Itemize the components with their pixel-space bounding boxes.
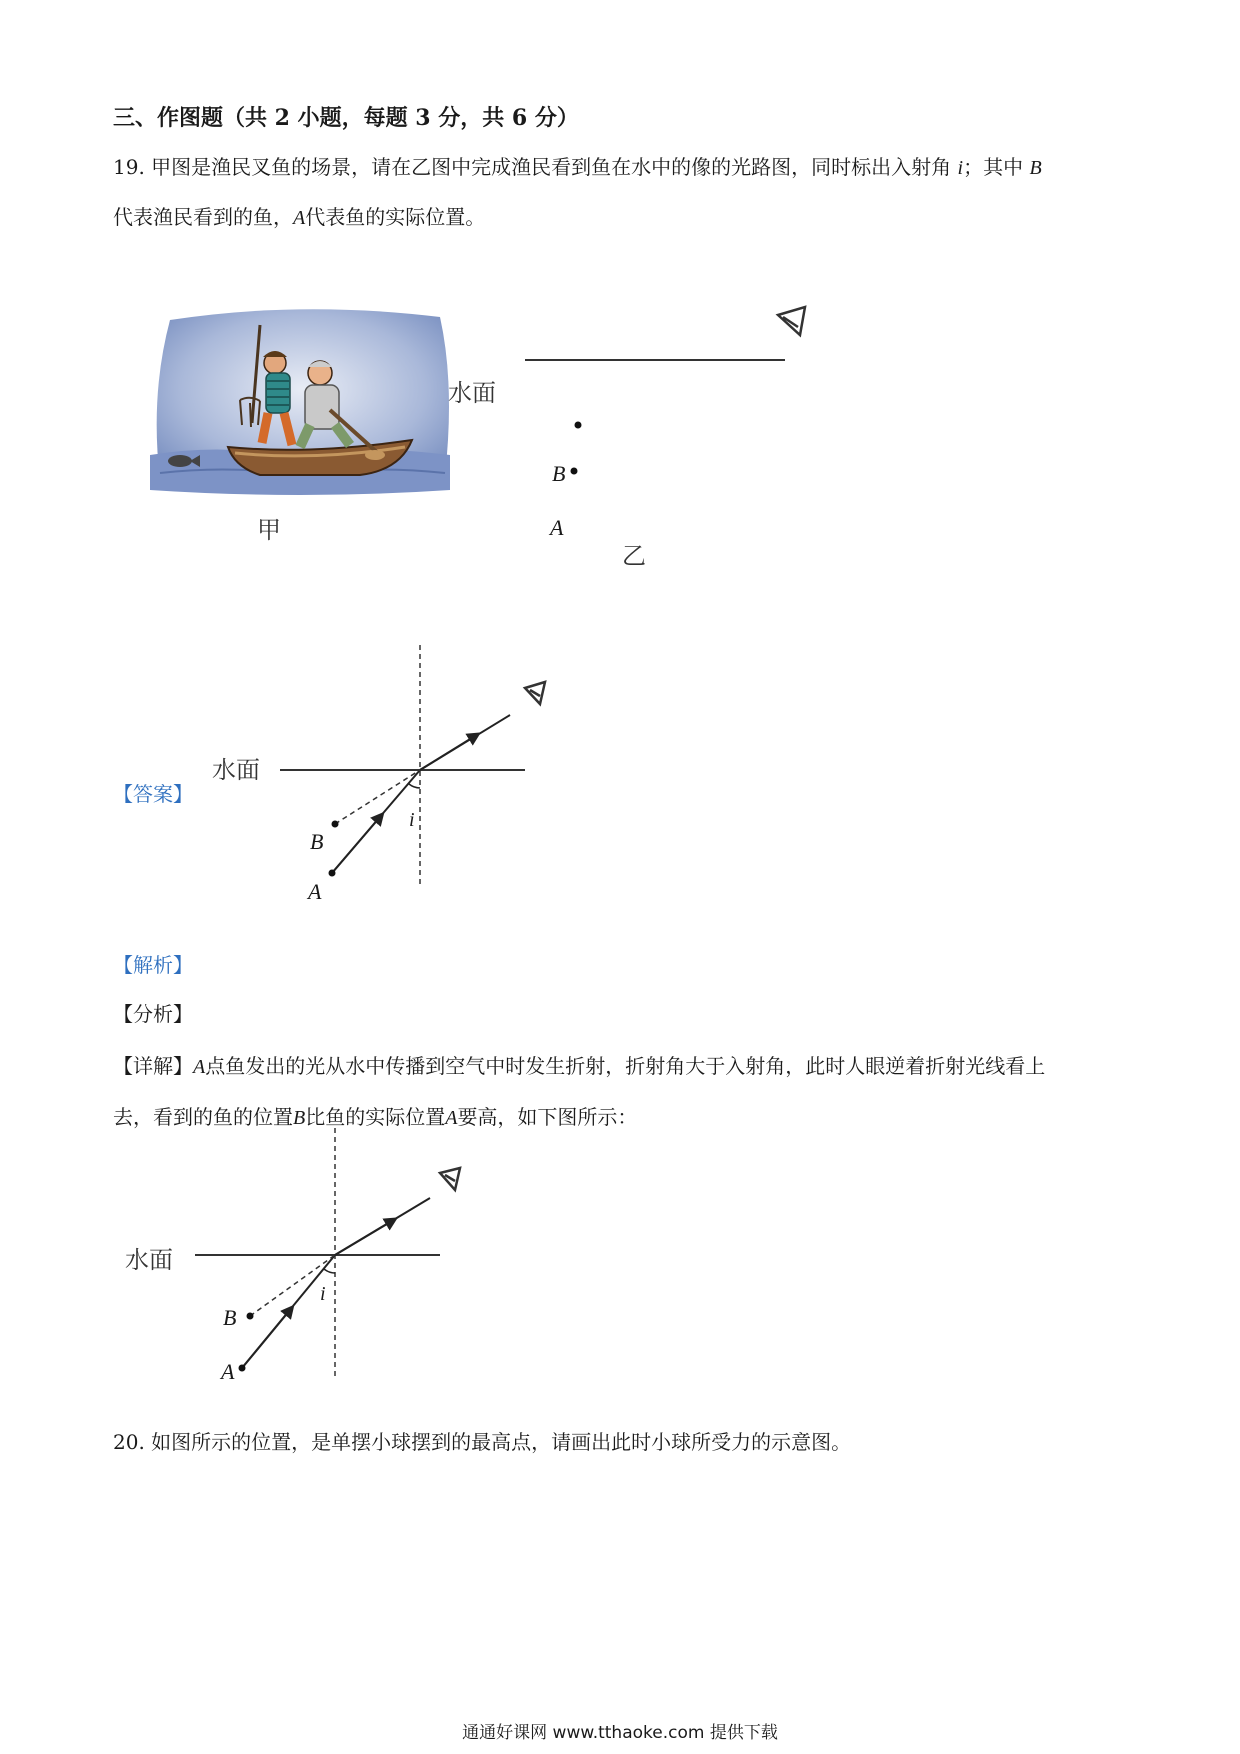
q19-text-1: 甲图是渔民叉鱼的场景，请在乙图中完成渔民看到鱼在水中的像的光路图，同时标出入射角 — [151, 155, 952, 179]
analysis-angle-i: i — [320, 1283, 326, 1305]
q19-line1 — [113, 153, 1042, 182]
figure-yi-diagram — [440, 295, 840, 545]
figure-jia-label: 甲 — [257, 516, 281, 544]
detail-point-a2: A — [445, 1107, 458, 1129]
eye-icon — [778, 307, 805, 335]
answer-water-label: 水面 — [212, 756, 260, 784]
angle-arc — [409, 784, 420, 788]
analysis-point-b: B — [223, 1305, 237, 1330]
point-b-dot — [575, 422, 582, 429]
detail-text-2a: 去，看到的鱼的位置 — [113, 1105, 293, 1129]
eye-icon — [525, 682, 545, 704]
analysis-water-label: 水面 — [125, 1246, 173, 1274]
figure-yi-label: 乙 — [622, 542, 646, 570]
q19-point-b: B — [1029, 157, 1042, 179]
fenxi-tag: 【分析】 — [113, 1002, 193, 1026]
detail-point-b: B — [293, 1107, 306, 1129]
point-a-label: A — [550, 515, 564, 540]
angle-arc — [324, 1269, 335, 1273]
q20-line — [113, 1428, 851, 1456]
q20-text: 如图所示的位置，是单摆小球摆到的最高点，请画出此时小球所受力的示意图。 — [151, 1430, 852, 1454]
point-a-dot — [571, 468, 578, 475]
eye-icon — [440, 1168, 460, 1190]
page-footer: 通通好课网 www.tthaoke.com 提供下载 — [462, 1723, 778, 1743]
detail-point-a: A — [193, 1056, 206, 1078]
analysis-point-a: A — [221, 1359, 235, 1384]
q20-number: 20. — [113, 1430, 145, 1454]
section-heading: 三、作图题（共 2 小题，每题 3 分，共 6 分） — [113, 105, 579, 131]
answer-tag: 【答案】 — [113, 782, 193, 806]
q19-text-2a: 代表渔民看到的鱼， — [113, 205, 293, 229]
water-surface-label: 水面 — [448, 379, 496, 407]
virtual-ray — [335, 770, 420, 824]
detail-tag: 【详解】 — [113, 1054, 193, 1078]
q19-number: 19. — [113, 155, 145, 179]
detail-text-1: 点鱼发出的光从水中传播到空气中时发生折射，折射角大于入射角，此时人眼逆着折射光线看上 — [205, 1054, 1046, 1078]
detail-text-2e: 要高，如下图所示： — [457, 1105, 638, 1129]
detail-line1 — [113, 1052, 1045, 1081]
answer-point-a: A — [308, 879, 322, 904]
point-b-label: B — [552, 461, 566, 486]
answer-point-b: B — [310, 829, 324, 854]
q19-point-a: A — [293, 207, 306, 229]
detail-text-2c: 比鱼的实际位置 — [305, 1105, 446, 1129]
analysis-tag: 【解析】 — [113, 953, 193, 977]
q19-text-2b: 代表鱼的实际位置。 — [305, 205, 486, 229]
q19-text-1-tail: ；其中 — [963, 155, 1024, 179]
answer-angle-i: i — [409, 809, 415, 831]
q19-line2 — [113, 203, 485, 232]
fishing-scene-illustration — [150, 305, 460, 535]
q19-angle-symbol: i — [957, 157, 964, 179]
